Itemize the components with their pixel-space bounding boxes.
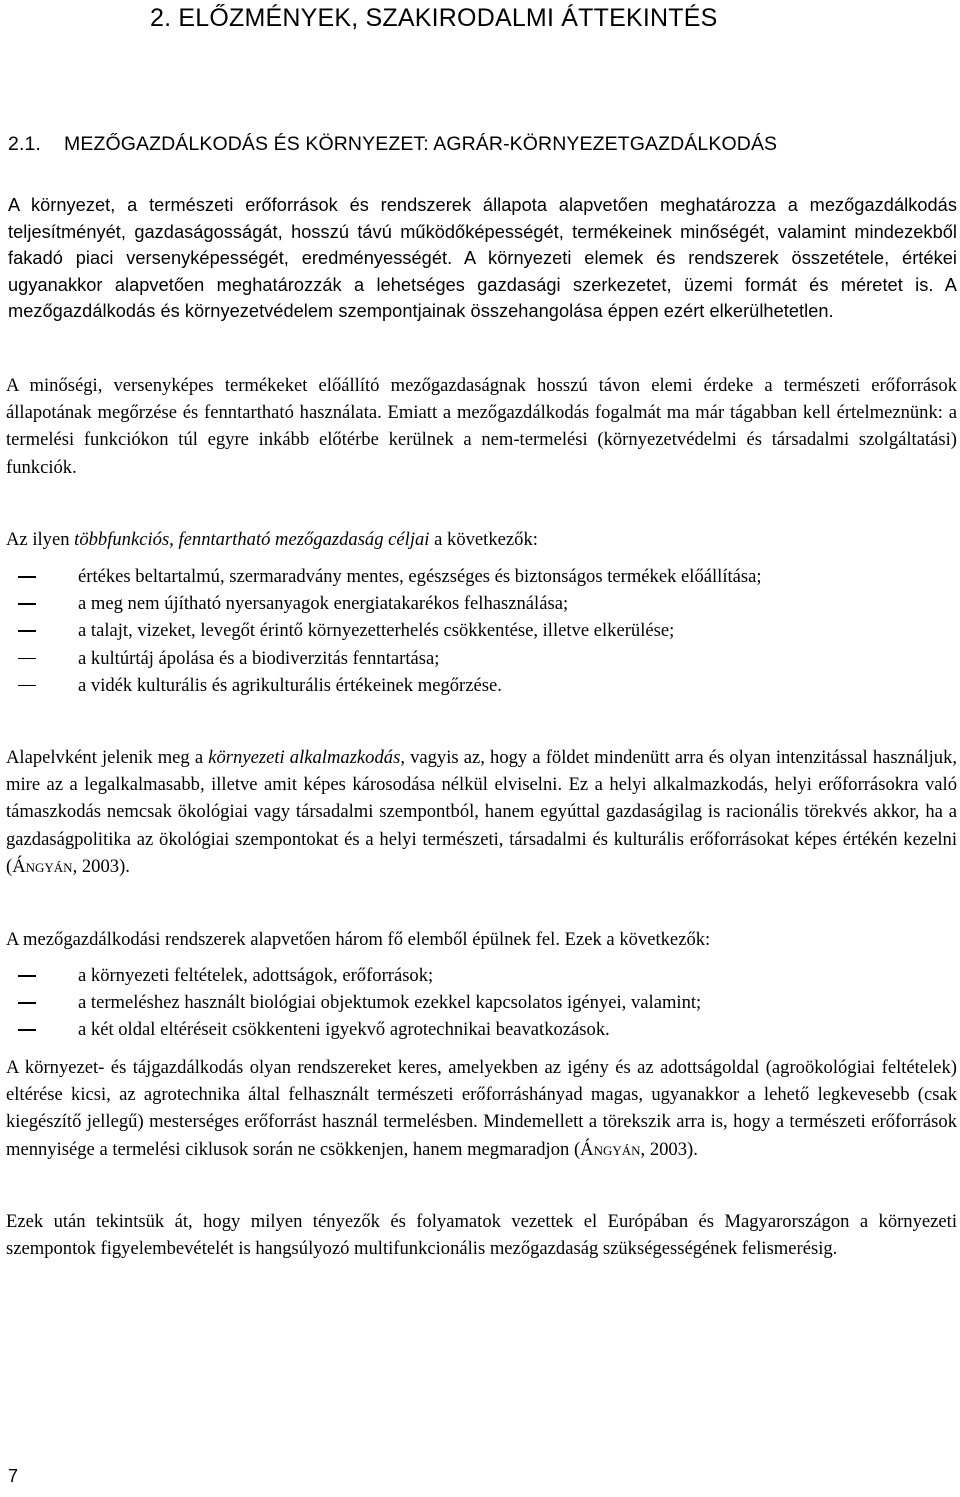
list-item (6, 1016, 957, 1043)
list-item-text: értékes beltartalmú, szermaradvány mentes, egészséges és biztonságos termékek előállítása; (78, 566, 762, 587)
dash-bullet-icon (18, 576, 36, 578)
paragraph-adaptation (6, 744, 957, 880)
list-item (6, 989, 957, 1016)
paragraph-landscape (6, 1054, 957, 1163)
elements-list (6, 962, 957, 1044)
paragraph-multifunction: A minőségi, versenyképes termékeket előállító mezőgazdaságnak hosszú távon elemi érdeke a természeti erőforrások állapotának megőrzése és fenntartható használata. Emiatt a mezőgazdálkodás fogalmát ma már tágabban kell értelmeznünk: a termelési funkciókon túl egyre inkább előtérbe kerülnek a nem-termelési (környezetvédelmi és társadalmi szolgáltatási) funkciók. (6, 375, 957, 478)
dash-bullet-icon (18, 685, 36, 687)
list-item-text: a vidék kulturális és agrikulturális értékeinek megőrzése. (78, 674, 502, 696)
citation-author: Ángyán (12, 855, 73, 877)
intro-paragraph-text: A környezet, a természeti erőforrások és rendszerek állapota alapvetően meghatározza a mezőgazdálkodás teljesítményét, gazdaságosságát, hosszú távú működőképességét, termékeinek minőségét, valamint mindezekből fakadó piaci versenyképességét, eredményességét. (8, 195, 957, 269)
elements-intro: A mezőgazdálkodási rendszerek alapvetően három fő elemből épülnek fel. Ezek a következők: (6, 929, 711, 950)
landscape-body: A környezet- és tájgazdálkodás olyan rendszereket keres, amelyekben az igény és az adottságoldal (agroökológiai feltételek) eltérése kicsi, az agrotechnika által felhasznált természeti erőforráshányad magas, ugyanakkor a lehető legkevesebb (csak kiegészítő jellegű) mesterséges erőforrást használ termelésben. Mindemellett a törekszik arra is, hogy a természeti erőforrások mennyisége a termelési ciklusok során ne csökkenjen, hanem megmaradjon ( (6, 1057, 957, 1160)
citation-author: Ángyán (580, 1138, 641, 1160)
goals-intro (6, 526, 957, 553)
section-title: MEZŐGAZDÁLKODÁS ÉS KÖRNYEZET: AGRÁR-KÖRNYEZETGAZDÁLKODÁS (64, 133, 778, 155)
goals-intro-lead: Az ilyen (6, 529, 75, 550)
adaptation-lead: Alapelvként jelenik meg a (6, 747, 209, 768)
adaptation-emphasis: környezeti alkalmazkodás (208, 747, 401, 768)
list-item (6, 672, 957, 699)
citation-year: , 2003). (640, 1138, 698, 1160)
list-item (6, 962, 957, 989)
dash-bullet-icon (18, 1029, 36, 1031)
chapter-heading: 2. ELŐZMÉNYEK, SZAKIRODALMI ÁTTEKINTÉS (150, 4, 718, 32)
list-item (6, 645, 957, 672)
intro-paragraph (8, 192, 957, 325)
adaptation-body: , vagyis az, hogy a földet mindenütt arra és olyan intenzitással használjuk, mire az a legalkalmasabb, illetve amit képes károsodása nélkül elviselni. Ez a helyi alkalmazkodás, helyi erőforrásokra való támaszkodás nemcsak ökológiai vagy társadalmi szempontból, hanem egyúttal gazdaságilag is racionális törekvés akkor, ha a gazdaságpolitika az ökológiai szempontokat és a helyi természeti, társadalmi és kulturális erőforrásokat képes értékén kezelni ( (6, 747, 958, 877)
list-item-text: a kultúrtáj ápolása és a biodiverzitás fenntartása; (78, 647, 440, 669)
list-item (6, 590, 957, 617)
list-item-text: a meg nem újítható nyersanyagok energiatakarékos felhasználása; (78, 593, 569, 615)
section-number: 2.1. (8, 133, 41, 155)
section-heading (8, 133, 777, 156)
paragraph-outlook: Ezek után tekintsük át, hogy milyen tényezők és folyamatok vezettek el Európában és Magyarországon a környezeti szempontok figyelembevételét is hangsúlyozó multifunkcionális mezőgazdaság szükségességének felismerésig. (6, 1211, 957, 1260)
dash-bullet-icon (18, 658, 36, 660)
list-item-text: a termeléshez használt biológiai objektumok ezekkel kapcsolatos igényei, valamint; (78, 992, 702, 1014)
list-item-text: a talajt, vizeket, levegőt érintő környezetterhelés csökkentése, illetve elkerülése; (78, 620, 675, 642)
goals-intro-tail: a következők: (429, 529, 538, 550)
list-item-text: a két oldal eltéréseit csökkenteni igyekvő agrotechnikai beavatkozások. (78, 1019, 610, 1041)
goals-intro-emphasis: többfunkciós, fenntartható mezőgazdaság céljai (74, 529, 430, 550)
list-item (6, 563, 957, 590)
dash-bullet-icon (18, 630, 36, 632)
page-number: 7 (8, 1466, 19, 1486)
list-item-text: a környezeti feltételek, adottságok, erőforrások; (78, 965, 434, 986)
intro-paragraph-continuation: A környezeti elemek és rendszerek összetétele, értékei ugyanakkor alapvetően meghatározzák a lehetséges gazdasági szerkezetet, üzemi formát és méretet is. A mezőgazdálkodás és környezetvédelem szempontjainak összehangolása éppen ezért elkerülhetetlen. (8, 248, 957, 322)
dash-bullet-icon (18, 603, 36, 605)
list-item (6, 617, 957, 644)
citation-year: , 2003). (72, 855, 130, 877)
dash-bullet-icon (18, 1002, 36, 1004)
dash-bullet-icon (18, 975, 36, 977)
goals-list (6, 563, 957, 699)
